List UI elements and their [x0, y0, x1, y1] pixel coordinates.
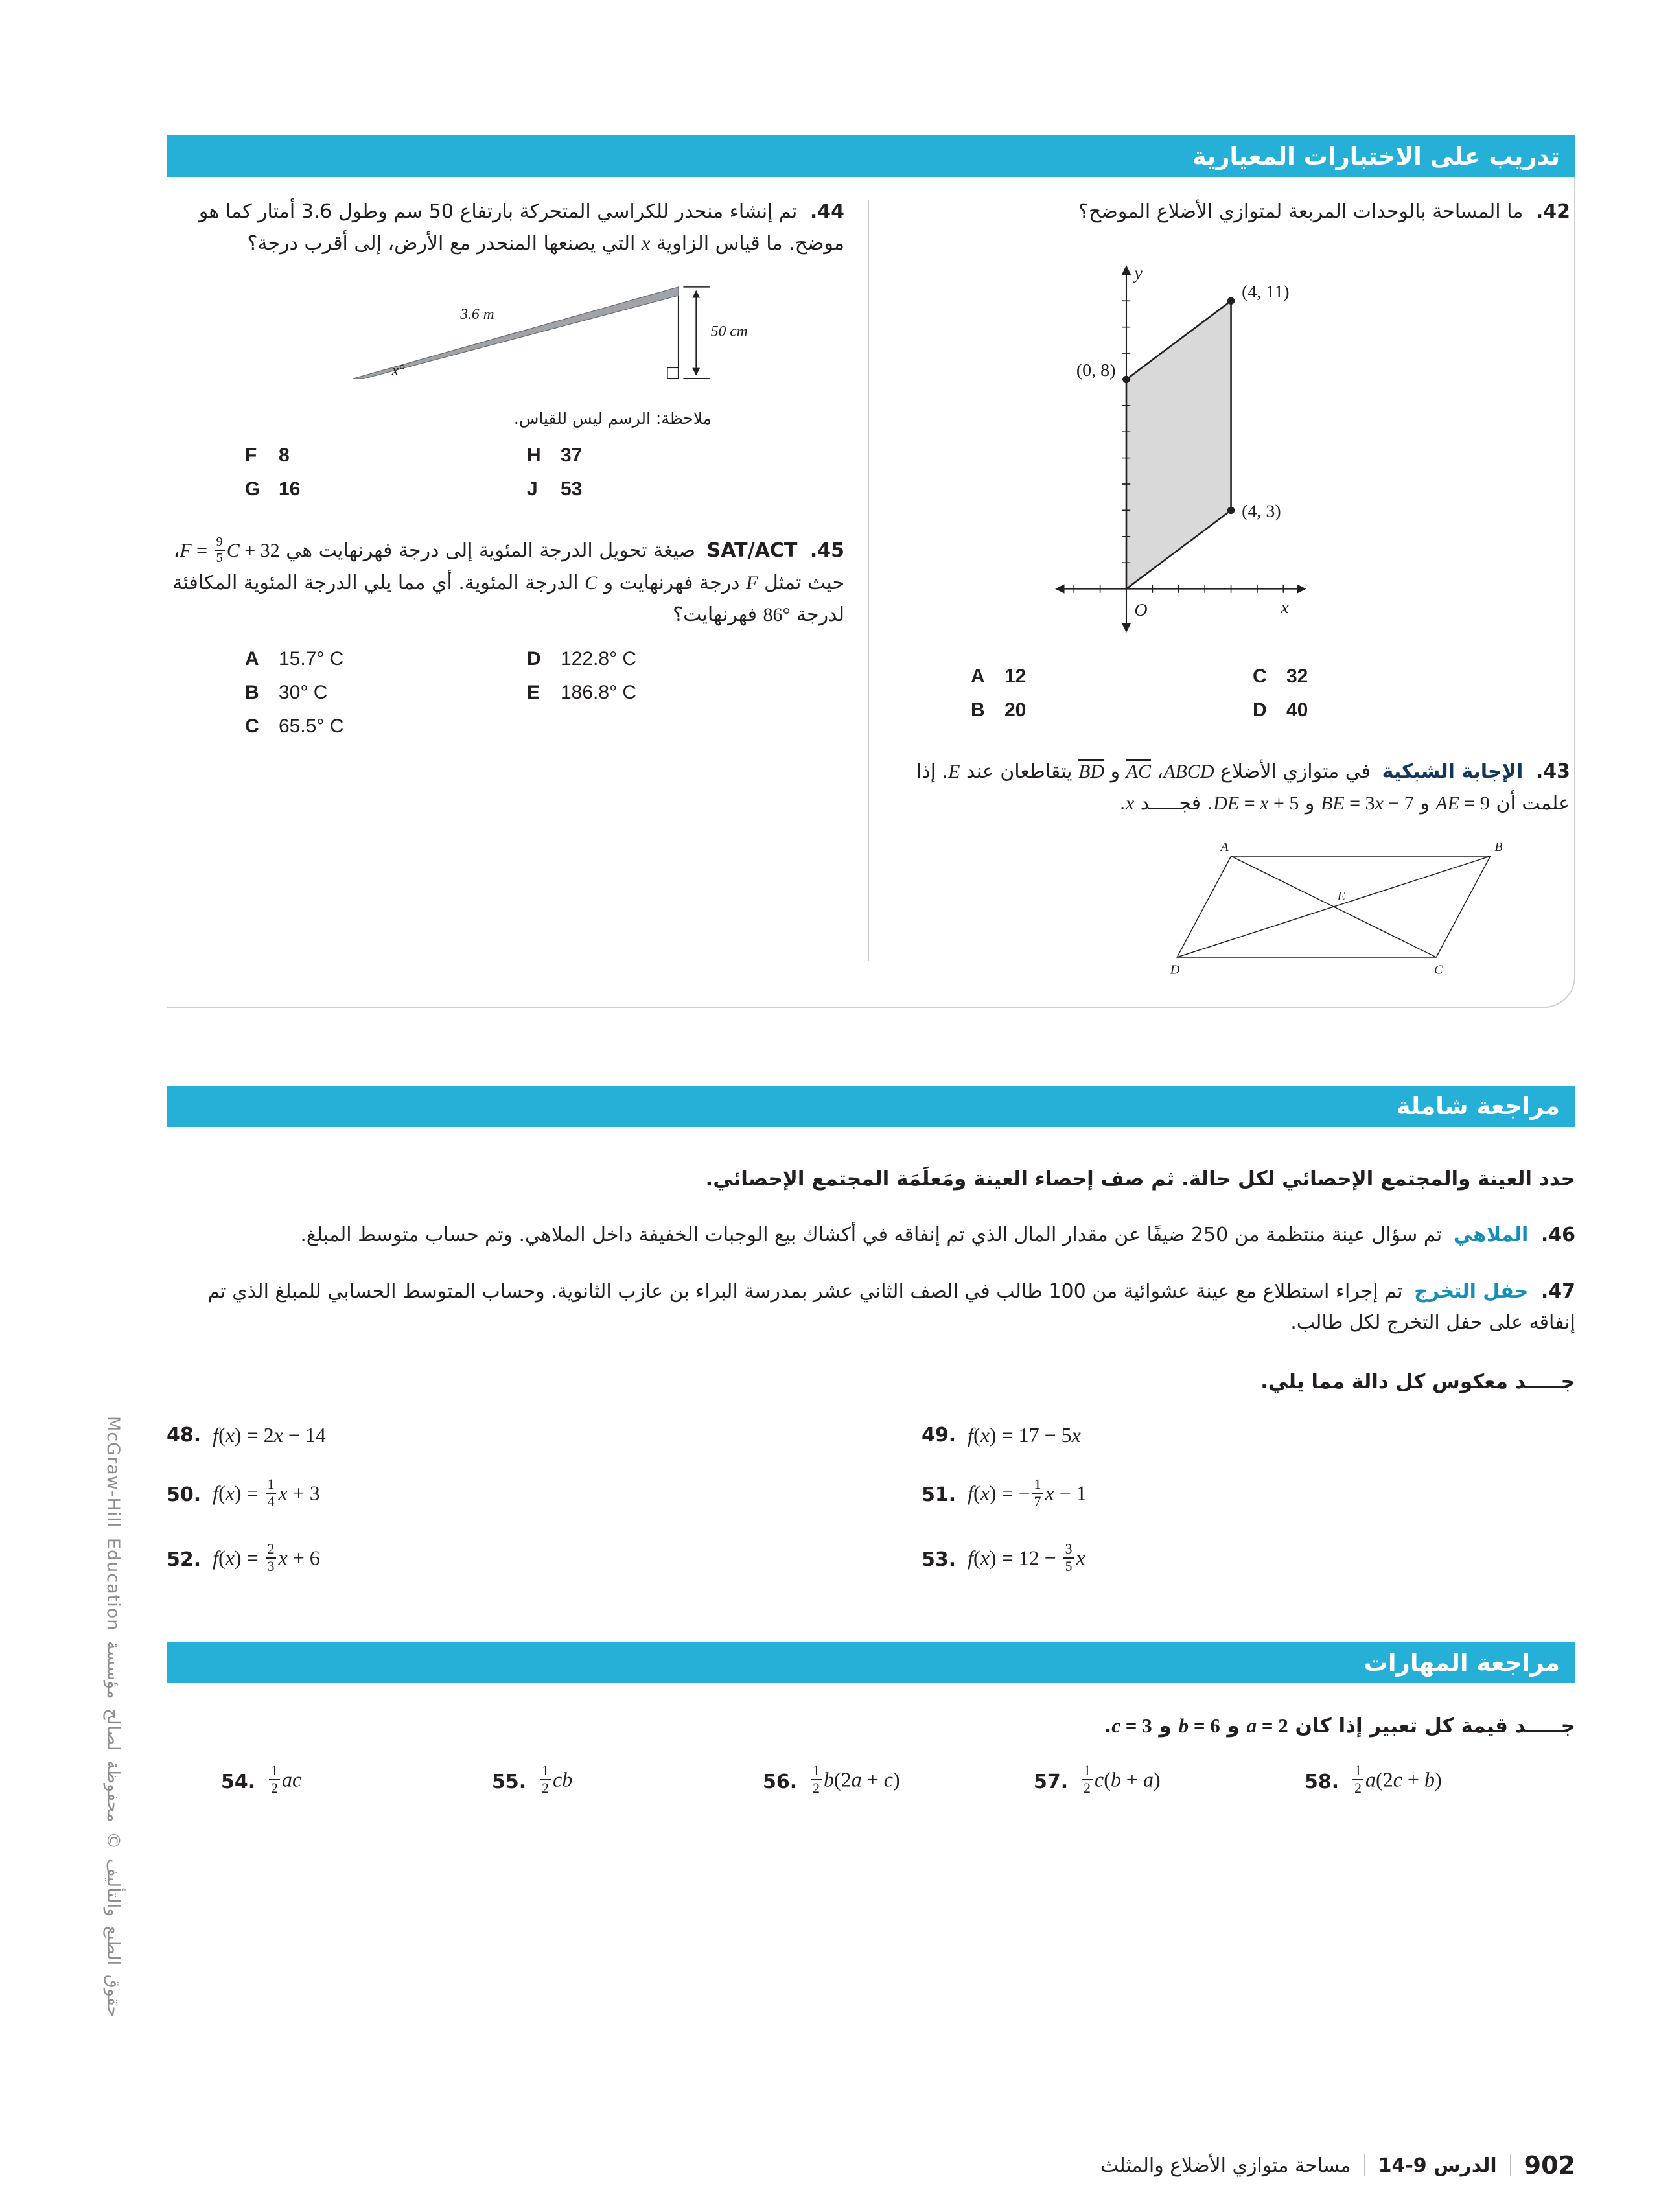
- text-fragment: يتقاطعان عند: [960, 760, 1079, 784]
- slope-length-label: 3.6 m: [460, 306, 494, 323]
- option-b: [245, 682, 527, 704]
- review-instruction: حدد العينة والمجتمع الإحصائي لكل حالة. ثم صف إحصاء العينة ومَعلَمَة المجتمع الإحصائي.: [705, 1167, 1575, 1191]
- intersection-e-label: E: [1337, 889, 1345, 903]
- page-content: [167, 135, 1575, 1799]
- vertex-label-top: (4, 11): [1242, 281, 1290, 302]
- option-letter: E: [527, 681, 540, 703]
- sat-act-label: SAT/ACT: [706, 539, 798, 562]
- y-axis-label: y: [1134, 262, 1143, 283]
- problem-expression: f(x) = $\frac{1}{4}$ x + 3: [213, 1476, 320, 1509]
- math-fragment: C: [585, 572, 598, 594]
- parallelogram-shape: [1126, 301, 1231, 588]
- option-value: 40: [1286, 699, 1308, 721]
- option-value: 65.5° C: [279, 715, 344, 737]
- option-letter: C: [1253, 666, 1267, 688]
- skills-problems-row: [221, 1765, 1575, 1799]
- column-left: [167, 196, 868, 978]
- math-fragment: 86°: [763, 604, 791, 626]
- banner-title: تدريب على الاختبارات المعيارية: [1192, 142, 1560, 170]
- option-value: 15.7° C: [279, 647, 344, 669]
- option-a: [971, 666, 1253, 688]
- inverse-problems-grid: [167, 1423, 1575, 1577]
- math-fragment: AE = 9: [1435, 792, 1490, 814]
- vertex-c-label: C: [1433, 962, 1443, 977]
- math-fragment: $\overline{AC}$: [1126, 761, 1151, 783]
- text-fragment: .: [1119, 791, 1126, 815]
- option-value: 32: [1286, 666, 1308, 688]
- text-fragment: و: [1152, 1714, 1179, 1738]
- option-value: 20: [1004, 699, 1027, 721]
- problem-48: [167, 1423, 922, 1447]
- problem-number: 55.: [492, 1770, 527, 1793]
- option-c: [245, 716, 527, 738]
- problem-number: 53.: [922, 1548, 957, 1572]
- lesson-number: الدرس 9-14: [1378, 2154, 1497, 2177]
- option-value: 186.8° C: [561, 681, 637, 703]
- text-fragment: ، حيث تمثل: [173, 539, 844, 595]
- option-letter: A: [971, 666, 985, 688]
- option-b: [971, 699, 1253, 721]
- text-fragment: .: [1104, 1714, 1112, 1738]
- option-letter: J: [527, 478, 538, 500]
- question-46-keyword: الملاهي: [1453, 1224, 1529, 1247]
- text-fragment: . إذا علمت أن: [916, 760, 1570, 815]
- problem-number: 54.: [221, 1770, 256, 1793]
- question-42-text: [1078, 200, 1523, 223]
- banner-title: مراجعة المهارات: [1363, 1648, 1560, 1677]
- problem-54: [221, 1765, 492, 1799]
- problem-number: 48.: [167, 1423, 202, 1447]
- q44-ramp-figure: [345, 275, 773, 406]
- option-value: 37: [561, 444, 583, 466]
- problem-52: [167, 1543, 922, 1577]
- option-a: [245, 648, 527, 670]
- math-fragment: $\overline{BD}$: [1078, 761, 1105, 783]
- option-letter: F: [245, 444, 257, 466]
- problem-53: [922, 1543, 1575, 1577]
- problem-expression: $\frac{1}{2}$ b(2a + c): [809, 1765, 899, 1799]
- page-footer: [1100, 2151, 1575, 2180]
- copyright-credit: McGraw-Hill Education حقوق الطبع والتأليف © محفوظة لصالح مؤسسة: [103, 1416, 123, 2018]
- problem-expression: $\frac{1}{2}$ a(2c + b): [1351, 1765, 1441, 1799]
- problem-expression: f(x) = 17 − 5x: [968, 1423, 1081, 1447]
- problem-number: 57.: [1034, 1770, 1069, 1793]
- math-fragment: a = 2: [1246, 1714, 1288, 1737]
- column-right: [869, 196, 1570, 978]
- option-value: 8: [279, 444, 290, 466]
- q42-answer-options: [971, 666, 1535, 721]
- question-47-text: تم إجراء استطلاع مع عينة عشوائية من 100 طالب في الصف الثاني عشر بمدرسة البراء بن عازب الثانوية. وحساب المتوسط الحسابي للمبلغ الذي تم إنفاقه على حفل التخرج لكل طالب.: [207, 1279, 1575, 1334]
- question-46: [167, 1220, 1575, 1252]
- skills-review-banner: [167, 1642, 1575, 1683]
- problem-expression: $\frac{1}{2}$ c(b + a): [1080, 1765, 1160, 1799]
- option-d: [1253, 699, 1535, 721]
- option-letter: H: [527, 444, 541, 466]
- footer-divider: [1364, 2154, 1365, 2176]
- text-fragment: و: [1104, 760, 1126, 784]
- diagonal-bd: [1177, 856, 1490, 957]
- option-value: 16: [279, 478, 301, 500]
- standardized-section-frame: [167, 177, 1575, 1008]
- text-fragment: و: [1413, 791, 1436, 815]
- math-fragment: BE = 3x − 7: [1320, 792, 1414, 814]
- vertex-label-left: (0, 8): [1076, 360, 1116, 380]
- question-45-number: 45.: [809, 539, 844, 562]
- math-fragment: F: [746, 572, 758, 594]
- problem-expression: f(x) = $\frac{2}{3}$ x + 6: [213, 1541, 320, 1574]
- question-42: [887, 196, 1570, 228]
- text-fragment: و: [1299, 791, 1321, 815]
- problem-expression: f(x) = 12 − $\frac{3}{5}$ x: [968, 1541, 1085, 1574]
- text-fragment: درجة فهرنهايت و: [597, 572, 747, 595]
- not-to-scale-note: ملاحظة: الرسم ليس للقياس.: [513, 408, 712, 428]
- math-fragment: x: [641, 232, 651, 254]
- angle-label: x°: [391, 362, 405, 379]
- parallelogram-with-diagonals: [1177, 856, 1490, 957]
- option-j: [527, 478, 809, 500]
- right-angle-marker: [667, 367, 679, 378]
- option-e: [527, 682, 809, 704]
- problem-57: [1034, 1765, 1305, 1799]
- problem-number: 51.: [922, 1484, 957, 1507]
- option-letter: B: [971, 699, 985, 721]
- gridded-response-label: الإجابة الشبكية: [1382, 760, 1524, 784]
- x-axis-label: x: [1281, 597, 1289, 618]
- problem-number: 49.: [922, 1423, 957, 1447]
- math-fragment: F = $\frac{9}{5}$ C + 32: [180, 534, 280, 565]
- text-fragment: ما المساحة بالوحدات المربعة لمتوازي الأضلاع الموضح؟: [1078, 200, 1524, 223]
- vertex-b-label: B: [1494, 839, 1503, 854]
- option-letter: D: [527, 647, 541, 669]
- question-47: [167, 1276, 1575, 1339]
- text-fragment: فهرنهايت؟: [673, 603, 763, 627]
- math-fragment: ABCD: [1163, 761, 1214, 783]
- vertex-a-label: A: [1220, 839, 1229, 854]
- problem-number: 50.: [167, 1484, 202, 1507]
- problem-55: [492, 1765, 763, 1799]
- question-46-number: 46.: [1540, 1224, 1575, 1247]
- text-fragment: في متوازي الأضلاع: [1214, 760, 1371, 784]
- question-47-keyword: حفل التخرج: [1414, 1279, 1529, 1303]
- problem-58: [1305, 1765, 1575, 1799]
- q42-coordinate-graph: [1032, 240, 1408, 649]
- problem-number: 52.: [167, 1548, 202, 1572]
- option-value: 53: [561, 478, 583, 500]
- option-value: 122.8° C: [561, 647, 637, 669]
- option-letter: D: [1253, 699, 1267, 721]
- question-44-number: 44.: [809, 200, 844, 223]
- math-fragment: x: [1125, 792, 1135, 814]
- question-44: [167, 196, 844, 259]
- option-value: 12: [1004, 666, 1027, 688]
- page-number: 902: [1524, 2151, 1575, 2180]
- option-letter: G: [245, 478, 261, 500]
- q43-parallelogram-figure: [1045, 835, 1538, 978]
- option-d: [527, 648, 809, 670]
- problem-expression: $\frac{1}{2}$ ac: [267, 1765, 301, 1799]
- option-value: 30° C: [279, 681, 328, 703]
- problem-51: [922, 1478, 1575, 1512]
- two-column-layout: [167, 196, 1570, 978]
- text-fragment: جـــــد قيمة كل تعبير إذا كان: [1288, 1714, 1575, 1738]
- math-fragment: DE = x + 5: [1213, 792, 1299, 814]
- option-c: [1253, 666, 1535, 688]
- inverse-instruction: جـــــد معكوس كل دالة مما يلي.: [1260, 1369, 1575, 1393]
- height-label: 50 cm: [710, 323, 748, 340]
- text-fragment: . فجـــــد: [1134, 791, 1214, 815]
- problem-expression: f(x) = − $\frac{1}{7}$ x − 1: [968, 1476, 1087, 1509]
- problem-expression: f(x) = 2x − 14: [213, 1423, 326, 1447]
- problem-number: 56.: [763, 1770, 798, 1793]
- q45-answer-options: [245, 648, 809, 738]
- text-fragment: التي يصنعها المنحدر مع الأرض، إلى أقرب درجة؟: [247, 231, 642, 255]
- comprehensive-review-banner: [167, 1086, 1575, 1127]
- option-f: [245, 445, 527, 467]
- option-letter: C: [245, 715, 259, 737]
- math-fragment: E: [948, 761, 960, 783]
- text-fragment: ،: [1150, 760, 1164, 784]
- option-letter: A: [245, 647, 259, 669]
- question-43: [887, 756, 1570, 819]
- problem-50: [167, 1478, 922, 1512]
- problem-expression: $\frac{1}{2}$ cb: [538, 1765, 572, 1799]
- q44-answer-options: [245, 445, 809, 500]
- problem-number: 58.: [1305, 1770, 1340, 1793]
- column-divider: [868, 200, 869, 961]
- text-fragment: و: [1220, 1714, 1247, 1738]
- question-44-text: [199, 200, 844, 255]
- banner-title: مراجعة شاملة: [1396, 1092, 1560, 1121]
- text-fragment: الدرجة المئوية. أي مما يلي الدرجة المئوية المكافئة لدرجة: [172, 572, 844, 627]
- origin-label: O: [1134, 600, 1148, 620]
- question-46-text: تم سؤال عينة منتظمة من 250 ضيفًا عن مقدار المال الذي تم إنفاقه في أكشاك بيع الوجبات الخفيفة داخل الملاهي. وتم حساب متوسط المبلغ.: [300, 1224, 1443, 1247]
- text-fragment: صيغة تحويل الدرجة المئوية إلى درجة فهرنهايت هي: [279, 539, 696, 562]
- option-letter: B: [245, 681, 259, 703]
- question-47-number: 47.: [1540, 1279, 1575, 1303]
- math-fragment: b = 6: [1178, 1714, 1220, 1737]
- option-g: [245, 478, 527, 500]
- question-45: [167, 535, 844, 631]
- question-42-number: 42.: [1535, 200, 1570, 223]
- skills-instruction: [167, 1714, 1575, 1738]
- problem-56: [763, 1765, 1034, 1799]
- standardized-tests-banner: [167, 135, 1575, 177]
- footer-divider: [1510, 2154, 1511, 2176]
- option-h: [527, 445, 809, 467]
- question-43-number: 43.: [1535, 760, 1570, 784]
- problem-49: [922, 1423, 1575, 1447]
- vertex-d-label: D: [1170, 962, 1180, 977]
- math-fragment: c = 3: [1111, 1714, 1152, 1737]
- text-fragment: تم إنشاء منحدر للكراسي المتحركة بارتفاع 50 سم وطول 3.6 أمتار كما هو موضح. ما قياس الزاوية: [198, 200, 844, 255]
- lesson-title: مساحة متوازي الأضلاع والمثلث: [1100, 2154, 1351, 2177]
- vertex-label-right: (4, 3): [1242, 501, 1281, 522]
